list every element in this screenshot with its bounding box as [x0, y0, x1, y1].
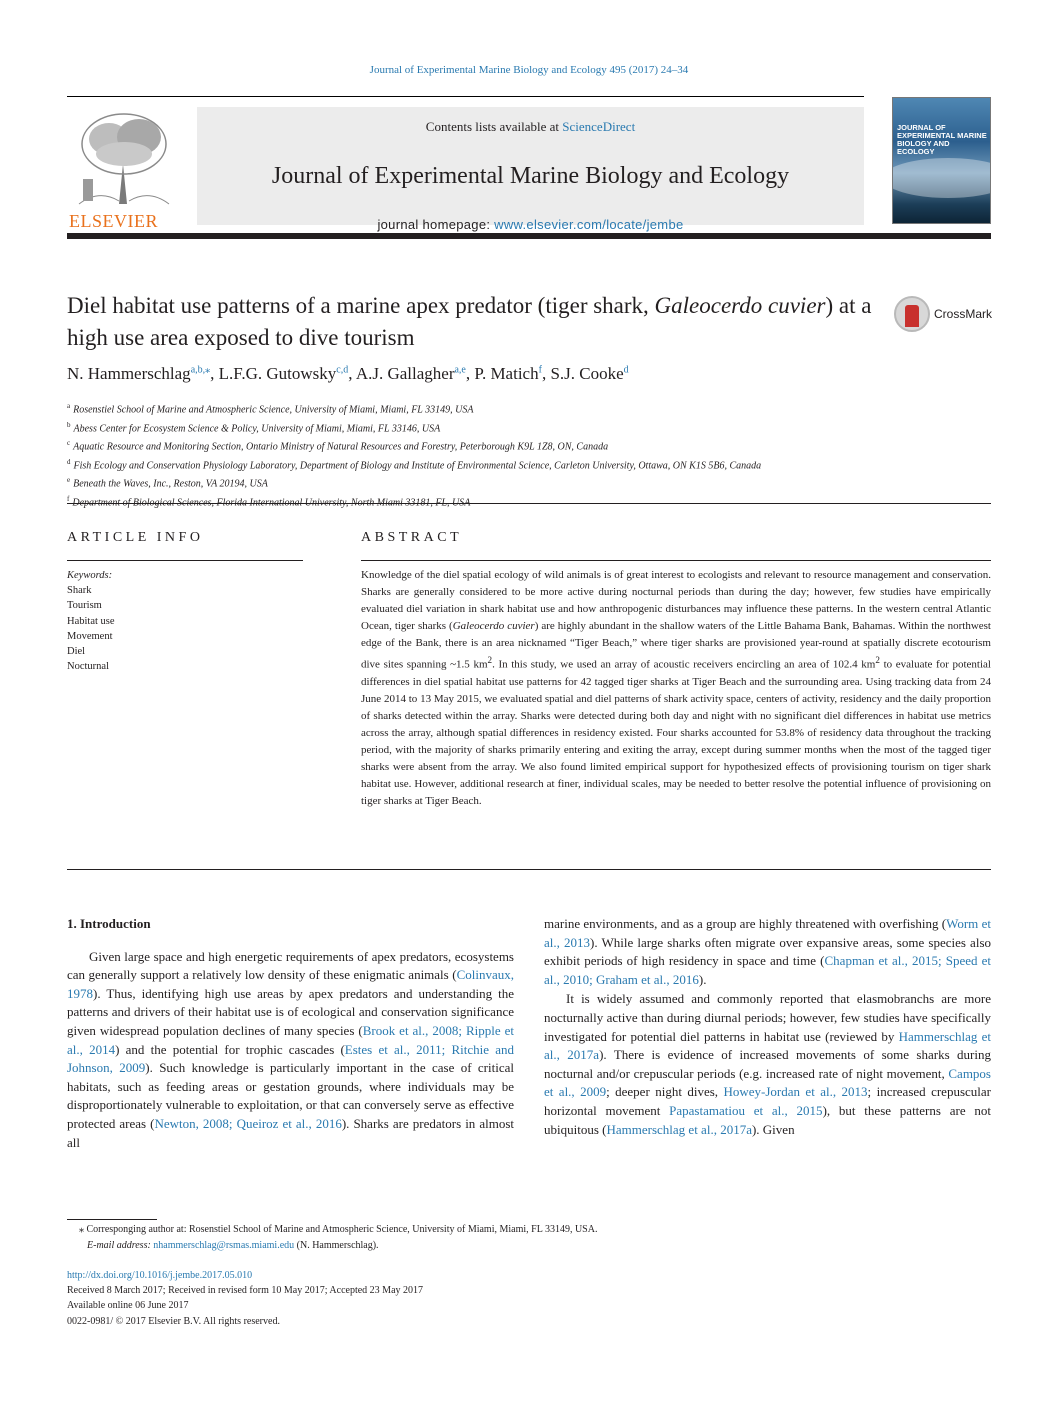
- elsevier-tree-icon: [69, 109, 179, 209]
- author-name[interactable]: A.J. Gallagher: [355, 364, 455, 383]
- title-part-1: Diel habitat use patterns of a marine apex predator (tiger shark,: [67, 293, 655, 318]
- citation-link[interactable]: Chapman et al., 2015; Speed et al., 2010; Graham et al., 2016: [544, 953, 992, 987]
- author-list: [67, 364, 967, 384]
- abstract-part-3: . In this study, we used an array of acoustic receivers encircling an area of 102.4 km: [492, 658, 876, 671]
- keyword-item: Shark: [67, 585, 92, 597]
- masthead: [67, 96, 864, 232]
- citation-link[interactable]: Howey-Jordan et al., 2013: [723, 1084, 868, 1100]
- journal-cover-image[interactable]: [892, 97, 991, 224]
- contents-prefix: Contents lists available at: [425, 119, 563, 134]
- paragraph-text: Given large space and high energetic requirements of apex predators, ecosystems can generally support a relatively low density of these enigmatic animals (: [67, 948, 514, 983]
- affiliation-text: Rosenstiel School of Marine and Atmospheric Science, University of Miami, Miami, FL 33149, USA: [73, 404, 474, 416]
- author-name[interactable]: N. Hammerschlag: [67, 364, 191, 383]
- footnote-rule: [67, 1219, 157, 1220]
- affiliation-item: [67, 455, 991, 474]
- citation-link[interactable]: Colinvaux, 1978: [67, 967, 514, 1001]
- intro-paragraph-1: [67, 948, 514, 1153]
- paragraph-text: ). Sharks are predators in almost all: [67, 1115, 515, 1150]
- abstract-part-2: ) are highly abundant in the shallow waters of the Little Bahama Bank, Bahamas. Within the northwest edge of the Bank, there is an area nicknamed “Tiger Beach,” where tiger sharks are provisioned year-round at spatially discrete ecotourism dive sites spanning ~1.5 km: [361, 620, 991, 671]
- affiliation-text: Fish Ecology and Conservation Physiology Laboratory, Department of Biology and Institute of Environmental Science, Carleton University, Ottawa, ON K1S 5B6, Canada: [73, 459, 762, 471]
- affiliation-item: [67, 436, 991, 455]
- abstract-part-4: to evaluate for potential differences in diel spatial habitat use patterns for 42 tagged tiger sharks at Tiger Beach and the surrounding area. Using tracking data from 24 June 2014 to 13 May 2015, we evaluated spatial and diel patterns of shark activity space, centers of activity, residency and the daily proportion of sharks detected within the array. Sharks were detected during both day and night with no significant diel differences in habitat use metrics across the array, although spatial differences in residency existed. Four sharks accounted for 53.8% of residency data throughout the tracking period, with the majority of sharks primarily entering and exiting the array, except during summer months when the most of the tagged tiger sharks were absent from the array. We also found limited empirical support for hypothesized effects of provisioning tourism on tiger shark habitat use. However, additional research at finer, individual scales, may be needed to better resolve the potential influence of provisioning on tiger sharks at Tiger Beach.: [361, 658, 991, 807]
- affiliation-key: f: [67, 494, 70, 503]
- citation-link[interactable]: Campos et al., 2009: [544, 1065, 991, 1100]
- affiliation-key: a: [67, 402, 71, 410]
- paragraph-text: ). There is evidence of increased movements of some sharks during nocturnal and/or crepuscular periods (e.g. increased rate of night movement,: [544, 1047, 992, 1081]
- header-divider: [67, 233, 991, 239]
- elsevier-wordmark: ELSEVIER: [69, 211, 158, 231]
- intro-paragraph-2: [544, 990, 991, 1139]
- section-heading-introduction: 1. Introduction: [67, 916, 151, 931]
- abstract-superscript-2: 2: [875, 655, 880, 665]
- citation-link[interactable]: Hammerschlag et al., 2017a: [544, 1028, 991, 1063]
- journal-reference[interactable]: Journal of Experimental Marine Biology and Ecology 495 (2017) 24–34: [369, 64, 689, 76]
- affiliation-key: d: [67, 457, 71, 466]
- homepage-line: [197, 217, 864, 232]
- affiliation-item: [67, 418, 991, 437]
- affiliation-text: Abess Center for Ecosystem Science & Policy, University of Miami, Miami, FL 33146, USA: [73, 422, 441, 434]
- paragraph-text: ; deeper night dives,: [606, 1084, 724, 1100]
- article-info-rule: [67, 560, 303, 561]
- keyword-item: Habitat use: [67, 615, 115, 627]
- cover-title: JOURNAL OF EXPERIMENTAL MARINE BIOLOGY AND ECOLOGY: [897, 123, 987, 156]
- abstract-part-1: Knowledge of the diel spatial ecology of wild animals is of great interest to ecologists and relevant to resource management and conservation. Sharks are generally considered to be more active during nocturnal periods than during the day; however, few studies have empirically evaluated diel variation in shark habitat use and how anthropogenic disturbances may influence these patterns. In the western central Atlantic Ocean, tiger sharks (: [361, 569, 991, 632]
- article-title: [67, 290, 887, 354]
- author-affiliation-marker[interactable]: c,d: [336, 364, 349, 376]
- affiliation-item: [67, 492, 991, 511]
- paragraph-text: ). Given: [751, 1121, 795, 1137]
- email-note: [87, 1238, 987, 1253]
- homepage-prefix: journal homepage:: [377, 217, 495, 232]
- email-suffix: (N. Hammerschlag).: [294, 1240, 379, 1251]
- affiliation-item: [67, 399, 991, 418]
- abstract-rule: [361, 560, 991, 561]
- affiliation-text: Aquatic Resource and Monitoring Section, Ontario Ministry of Natural Resources and Forestry, Peterborough K9L 1Z8, ON, Canada: [73, 441, 609, 453]
- citation-link[interactable]: Worm et al., 2013: [544, 916, 991, 950]
- affiliation-item: [67, 473, 991, 492]
- affiliation-divider: [67, 503, 991, 504]
- elsevier-logo[interactable]: [67, 105, 187, 231]
- keyword-item: Nocturnal: [67, 661, 109, 673]
- online-date: Available online 06 June 2017: [67, 1300, 189, 1312]
- paragraph-text: ), but these patterns are not ubiquitous (: [544, 1102, 991, 1137]
- email-link[interactable]: nhammerschlag@rsmas.miami.edu: [153, 1240, 295, 1251]
- citation-link[interactable]: Newton, 2008; Queiroz et al., 2016: [154, 1115, 342, 1131]
- article-metadata: [67, 1268, 667, 1329]
- crossmark-badge[interactable]: [894, 296, 994, 332]
- email-label: E-mail address:: [87, 1240, 151, 1251]
- title-species-name: Galeocerdo cuvier: [654, 293, 826, 318]
- article-info-heading: ARTICLE INFO: [67, 530, 204, 545]
- keywords-label: Keywords:: [67, 570, 113, 581]
- title-part-2: ) at a high use area exposed to dive tourism: [67, 293, 872, 350]
- abstract-divider: [67, 869, 991, 870]
- author-separator: ,: [210, 364, 219, 383]
- author-affiliation-marker[interactable]: f: [538, 364, 542, 376]
- abstract-superscript-1: 2: [487, 655, 493, 665]
- author-affiliation-marker[interactable]: a,e: [454, 364, 466, 376]
- citation-link[interactable]: Brook et al., 2008; Ripple et al., 2014: [67, 1022, 515, 1057]
- contents-line: [197, 119, 864, 135]
- affiliation-key: b: [67, 420, 71, 429]
- paragraph-text: ). Thus, identifying high use areas by apex predators and understanding the patterns and drivers of their habitat use is of ecological and conservation significance given widespread population declines of many species (: [67, 985, 514, 1038]
- intro-paragraph-1-cont: [544, 915, 991, 989]
- corresponding-author-note: ⁎ Corresponging author at: Rosenstiel School of Marine and Atmospheric Science, University of Miami, Miami, FL 33149, USA.: [79, 1224, 598, 1235]
- crossmark-icon: [894, 296, 930, 332]
- masthead-banner: [197, 107, 864, 232]
- citation-link[interactable]: Hammerschlag et al., 2017a: [606, 1121, 752, 1137]
- keyword-item: Movement: [67, 630, 113, 642]
- abstract-text: [361, 567, 991, 810]
- author-separator: ,: [465, 364, 475, 383]
- keyword-item: Diel: [67, 646, 86, 658]
- abstract-heading: ABSTRACT: [361, 530, 463, 545]
- affiliation-key: c: [67, 439, 71, 448]
- author-affiliation-marker[interactable]: d: [623, 364, 629, 376]
- homepage-link[interactable]: www.elsevier.com/locate/jembe: [494, 217, 684, 232]
- author-name[interactable]: L.F.G. Gutowsky: [218, 364, 337, 383]
- author-affiliation-marker[interactable]: a,b,⁎: [190, 364, 211, 376]
- keywords-block: [67, 568, 303, 674]
- paragraph-text: marine environments, and as a group are highly threatened with overfishing (: [544, 916, 947, 931]
- abstract-species: Galeocerdo cuvier: [452, 620, 535, 632]
- paragraph-text: ) and the potential for trophic cascades (: [115, 1041, 345, 1057]
- affiliation-key: e: [67, 476, 71, 485]
- keyword-item: Tourism: [67, 600, 102, 612]
- author-separator: ,: [541, 364, 551, 383]
- citation-link[interactable]: Estes et al., 2011; Ritchie and Johnson, 2009: [67, 1041, 514, 1076]
- cover-wave-shape: [892, 158, 991, 198]
- author-name[interactable]: S.J. Cooke: [550, 364, 624, 383]
- body-column-left: [67, 915, 514, 1152]
- paragraph-text: It is widely assumed and commonly reported that elasmobranchs are more nocturnally active than during diurnal periods; however, few studies have specifically investigated for potential diel patterns in habitat use (reviewed by: [544, 991, 991, 1044]
- journal-title: Journal of Experimental Marine Biology and Ecology: [271, 163, 790, 189]
- sciencedirect-link[interactable]: ScienceDirect: [562, 119, 636, 134]
- received-dates: Received 8 March 2017; Received in revised form 10 May 2017; Accepted 23 May 2017: [67, 1285, 424, 1297]
- copyright: 0022-0981/ © 2017 Elsevier B.V. All rights reserved.: [67, 1315, 280, 1327]
- body-column-right: [544, 915, 991, 1139]
- citation-link[interactable]: Papastamatiou et al., 2015: [669, 1102, 823, 1118]
- author-separator: ,: [348, 364, 356, 383]
- paragraph-text: ). Such knowledge is particularly important in the case of critical habitats, such as feeding areas or gestation grounds, where individuals may be disproportionately vulnerable to exploitation, or that can conversely serve as effective protected areas (: [67, 1060, 515, 1131]
- paragraph-text: ). While large sharks often migrate over expansive areas, some species also exhibit periods of high residency in space and time (: [544, 934, 992, 969]
- paragraph-text: ).: [698, 971, 707, 987]
- paragraph-text: ; increased crepuscular horizontal movement: [544, 1084, 991, 1118]
- crossmark-label: CrossMark: [934, 307, 993, 321]
- affiliation-text: Beneath the Waves, Inc., Reston, VA 20194, USA: [73, 478, 268, 490]
- affiliation-list: [67, 399, 991, 510]
- keyword-list: [67, 583, 303, 674]
- doi-link[interactable]: http://dx.doi.org/10.1016/j.jembe.2017.05.010: [67, 1270, 253, 1281]
- author-name[interactable]: P. Matich: [474, 364, 539, 383]
